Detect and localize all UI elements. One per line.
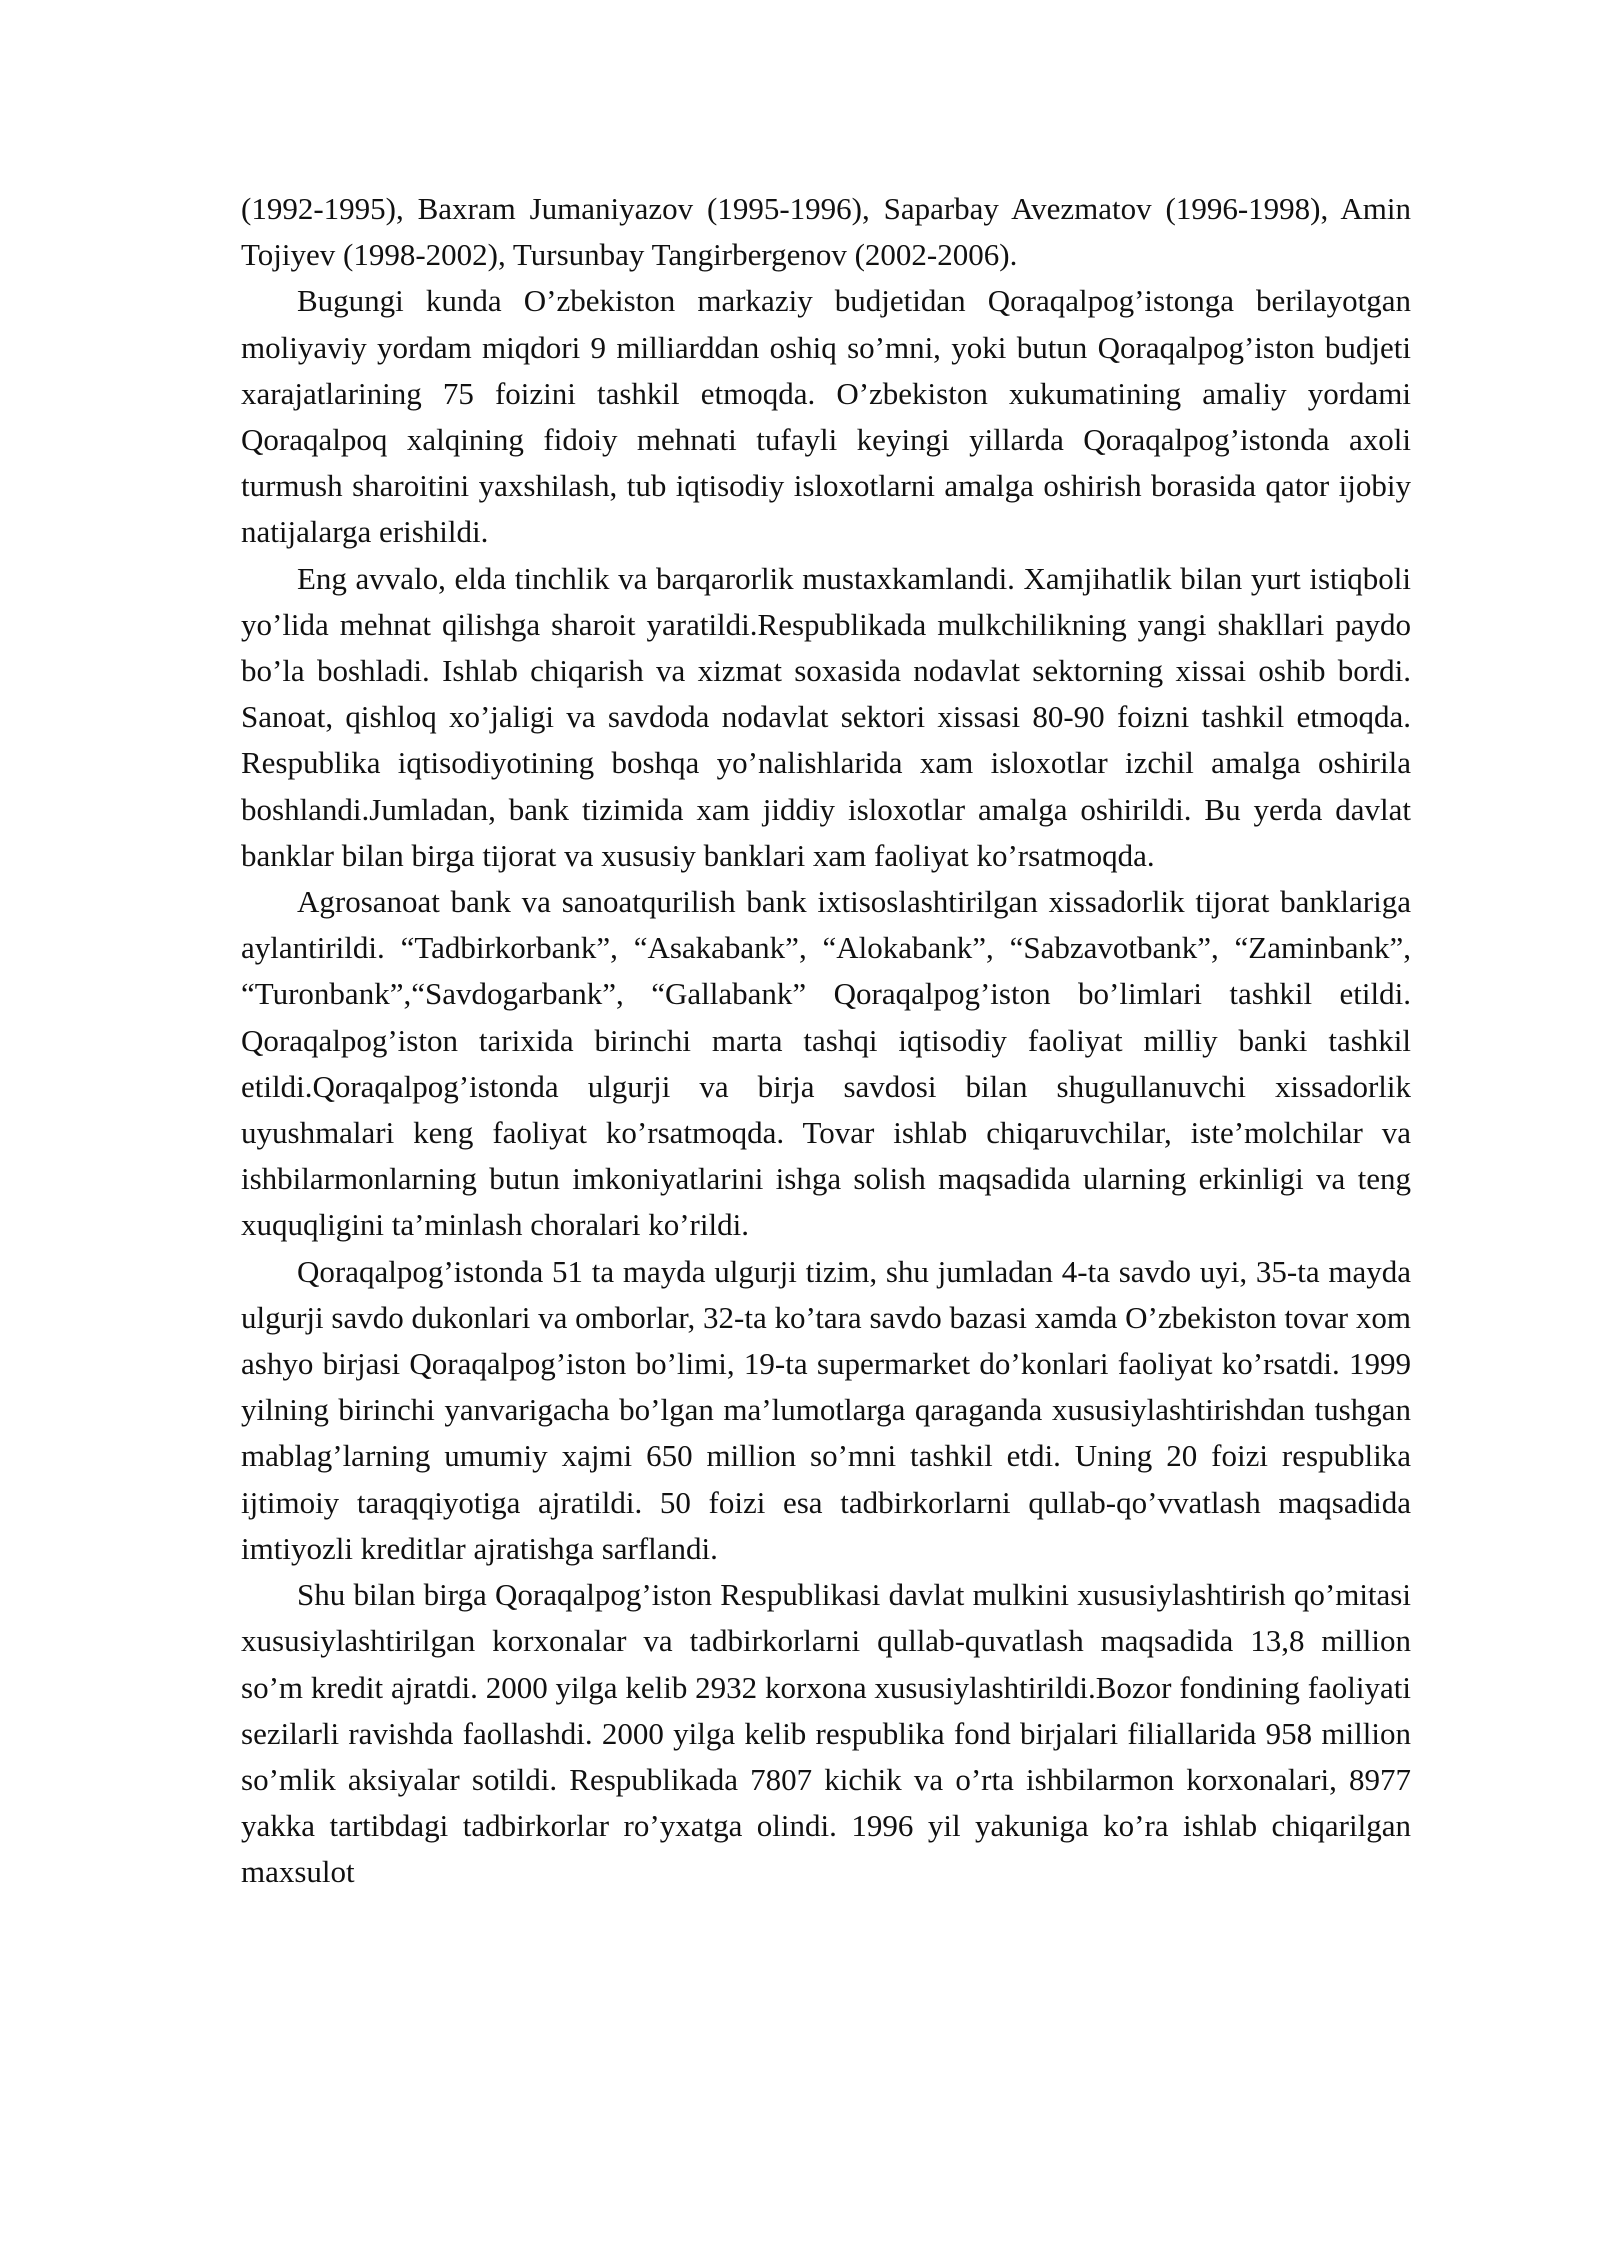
paragraph-wholesale-trade: Qoraqalpog’istonda 51 ta mayda ulgurji tizim, shu jumladan 4-ta savdo uyi, 35-ta mayda ulgurji savdo dukonlari va omborlar, 32-ta ko’tara savdo bazasi xamda O’zbekiston tovar xom ashyo birjasi Qoraqalpog’iston bo’limi, 19-ta supermarket do’konlari faoliyat ko’rsatdi. 1999 yilning birinchi yanvarigacha bo’lgan ma’lumotlarga qaraganda xususiylashtirishdan tushgan mablag’larning umumiy xajmi 650 million so’mni tashkil etdi. Uning 20 foizi respublika ijtimoiy taraqqiyotiga ajratildi. 50 foizi esa tadbirkorlarni qullab-qo’vvatlash maqsadida imtiyozli kreditlar ajratishga sarflandi.: [241, 1253, 1411, 1566]
paragraph-continuation: (1992-1995), Baxram Jumaniyazov (1995-1996), Saparbay Avezmatov (1996-1998), Amin Tojiyev (1998-2002), Tursunbay Tangirbergenov (2002-2006).: [241, 191, 1411, 273]
paragraph-stability-reforms: Eng avvalo, elda tinchlik va barqarorlik mustaxkamlandi. Xamjihatlik bilan yurt istiqboli yo’lida mehnat qilishga sharoit yaratildi.Respublikada mulkchilikning yangi shakllari paydo bo’la boshladi. Ishlab chiqarish va xizmat soxasida nodavlat sektorning xissai oshib bordi. Sanoat, qishloq xo’jaligi va savdoda nodavlat sektori xissasi 80-90 foizni tashkil etmoqda. Respublika iqtisodiyotining boshqa yo’nalishlarida xam isloxotlar izchil amalga oshirila boshlandi.Jumladan, bank tizimida xam jiddiy isloxotlar amalga oshirildi. Bu yerda davlat banklar bilan birga tijorat va xususiy banklari xam faoliyat ko’rsatmoqda.: [241, 560, 1411, 873]
paragraph-budget-support: Bugungi kunda O’zbekiston markaziy budjetidan Qoraqalpog’istonga berilayotgan moliyaviy yordam miqdori 9 milliarddan oshiq so’mni, yoki butun Qoraqalpog’iston budjeti xarajatlarining 75 foizini tashkil etmoqda. O’zbekiston xukumatining amaliy yordami Qoraqalpoq xalqining fidoiy mehnati tufayli keyingi yillarda Qoraqalpog’istonda axoli turmush sharoitini yaxshilash, tub iqtisodiy isloxotlarni amalga oshirish borasida qator ijobiy natijalarga erishildi.: [241, 283, 1411, 550]
paragraph-privatization: Shu bilan birga Qoraqalpog’iston Respublikasi davlat mulkini xususiylashtirish qo’mitasi xususiylashtirilgan korxonalar va tadbirkorlarni qullab-quvatlash maqsadida 13,8 million so’m kredit ajratdi. 2000 yilga kelib 2932 korxona xususiylashtirildi.Bozor fondining faoliyati sezilarli ravishda faollashdi. 2000 yilga kelib respublika fond birjalari filiallarida 958 million so’mlik aksiyalar sotildi. Respublikada 7807 kichik va o’rta ishbilarmon korxonalari, 8977 yakka tartibdagi tadbirkorlar ro’yxatga olindi. 1996 yil yakuniga ko’ra ishlab chiqarilgan maxsulot: [241, 1577, 1411, 1890]
document-body: [241, 186, 1411, 1896]
paragraph-banking: Agrosanoat bank va sanoatqurilish bank ixtisoslashtirilgan xissadorlik tijorat banklariga aylantirildi. “Tadbirkorbank”, “Asakabank”, “Alokabank”, “Sabzavotbank”, “Zaminbank”, “Turonbank”,“Savdogarbank”, “Gallabank” Qoraqalpog’iston bo’limlari tashkil etildi. Qoraqalpog’iston tarixida birinchi marta tashqi iqtisodiy faoliyat milliy banki tashkil etildi.Qoraqalpog’istonda ulgurji va birja savdosi bilan shugullanuvchi xissadorlik uyushmalari keng faoliyat ko’rsatmoqda. Tovar ishlab chiqaruvchilar, iste’molchilar va ishbilarmonlarning butun imkoniyatlarini ishga solish maqsadida ularning erkinligi va teng xuquqligini ta’minlash choralari ko’rildi.: [241, 884, 1411, 1243]
